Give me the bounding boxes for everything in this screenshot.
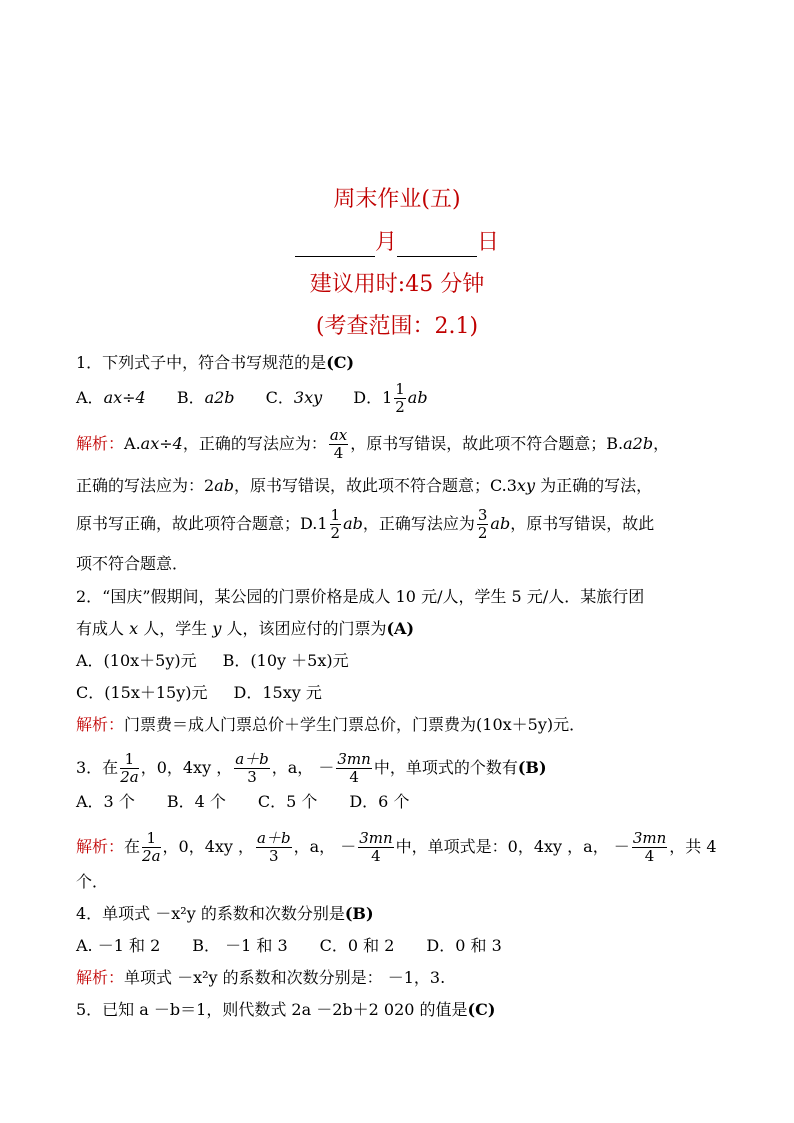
month-blank bbox=[295, 234, 375, 257]
q1-solution-line-1 bbox=[76, 427, 669, 462]
q3-text: 3．在 bbox=[76, 758, 119, 777]
day-blank bbox=[397, 234, 477, 257]
q1-option-a: ax÷4 bbox=[103, 388, 146, 407]
sol-expr: ax÷4 bbox=[140, 434, 183, 453]
q5-answer: (C) bbox=[467, 1000, 496, 1019]
fraction-numerator: ax bbox=[329, 426, 348, 444]
sol-text: 在 bbox=[124, 837, 141, 856]
fraction-numerator: a＋b bbox=[235, 750, 269, 768]
sol-fraction bbox=[256, 830, 292, 865]
sol-text: ，原书写错误，故此项不符合题意；B. bbox=[350, 434, 624, 453]
q1-options bbox=[76, 381, 428, 416]
scope-line: (考查范围：2.1) bbox=[315, 314, 479, 339]
fraction-denominator: 2a bbox=[120, 768, 139, 786]
fraction-numerator: 3mn bbox=[632, 829, 667, 847]
fraction-denominator: 2 bbox=[477, 524, 488, 542]
q3-answer: (B) bbox=[517, 758, 547, 777]
page-title: 周末作业(五) bbox=[333, 187, 461, 212]
q2-var-y: y bbox=[212, 619, 222, 638]
sol-expr: ab bbox=[214, 476, 234, 495]
fraction-denominator: 2a bbox=[142, 847, 161, 865]
sol-text: ，0，4xy ， bbox=[162, 837, 255, 856]
q2-option-b: B．(10y ＋5x)元 bbox=[222, 651, 349, 670]
fraction-numerator: 3 bbox=[477, 506, 488, 524]
sol-text: 为正确的写法， bbox=[534, 476, 653, 495]
sol-text: 原书写正确，故此项符合题意；D.1 bbox=[76, 514, 328, 533]
sol-text: 中，单项式是：0，4xy ，a， － bbox=[395, 837, 630, 856]
q3-stem bbox=[76, 751, 547, 786]
sol-text: ，原书写错误，故此项不符合题意；C.3 bbox=[233, 476, 517, 495]
sol-text: ， bbox=[653, 434, 670, 453]
q2-solution-text: 门票费＝成人门票总价＋学生门票总价，门票费为(10x＋5y)元． bbox=[124, 715, 586, 734]
q1-option-a-label: A． bbox=[76, 388, 104, 407]
sol-fraction bbox=[330, 507, 342, 542]
q2-option-d: D．15xy 元 bbox=[233, 683, 322, 702]
q2-var-x: x bbox=[129, 619, 139, 638]
q2-options-row-1 bbox=[76, 650, 349, 672]
q1-solution-line-3 bbox=[76, 507, 654, 542]
sol-text: ，原书写错误，故此 bbox=[510, 514, 655, 533]
q1-stem bbox=[76, 352, 354, 374]
q3-fraction-3 bbox=[336, 751, 371, 786]
sol-fraction bbox=[329, 427, 348, 462]
q1-option-d-fraction bbox=[394, 381, 406, 416]
fraction-numerator: 1 bbox=[395, 380, 405, 398]
fraction-numerator: 3mn bbox=[359, 829, 393, 847]
sol-text: ，共 4 bbox=[669, 837, 717, 856]
sol-text: 正确的写法应为：2 bbox=[76, 476, 215, 495]
q1-answer: (C) bbox=[326, 353, 355, 372]
q3-text: ，a， － bbox=[271, 758, 335, 777]
q4-stem-text: 4．单项式 －x²y 的系数和次数分别是 bbox=[76, 904, 345, 923]
q2-answer: (A) bbox=[386, 619, 415, 638]
q1-option-c: 3xy bbox=[293, 388, 323, 407]
q4-solution bbox=[76, 967, 445, 989]
q3-fraction-2 bbox=[234, 751, 270, 786]
q2-solution bbox=[76, 714, 585, 736]
sol-expr: ab bbox=[343, 514, 363, 533]
fraction-denominator: 4 bbox=[644, 847, 655, 865]
q1-option-d-tail: ab bbox=[407, 388, 428, 407]
sol-fraction bbox=[142, 830, 161, 865]
sol-text: ，a， － bbox=[293, 837, 357, 856]
q2-options-row-2 bbox=[76, 682, 322, 704]
sol-text: A. bbox=[124, 434, 141, 453]
fraction-denominator: 3 bbox=[247, 768, 257, 786]
fraction-denominator: 3 bbox=[269, 847, 279, 865]
time-suggestion: 建议用时:45 分钟 bbox=[309, 272, 485, 297]
q2-option-a: A．(10x＋5y)元 bbox=[76, 651, 197, 670]
q3-fraction-1 bbox=[120, 751, 139, 786]
q3-solution-label: 解析： bbox=[76, 837, 125, 856]
q4-solution-label: 解析： bbox=[76, 968, 125, 987]
fraction-numerator: 3mn bbox=[337, 750, 371, 768]
q3-solution-line-2: 个． bbox=[76, 872, 109, 891]
q2-stem-line-2 bbox=[76, 618, 414, 640]
q1-option-c-label: C． bbox=[265, 388, 294, 407]
fraction-denominator: 2 bbox=[395, 398, 405, 416]
q1-option-b: a2b bbox=[204, 388, 235, 407]
q4-solution-text: 单项式 －x²y 的系数和次数分别是： －1，3. bbox=[124, 968, 446, 987]
fraction-numerator: 1 bbox=[330, 506, 341, 524]
fraction-denominator: 4 bbox=[349, 768, 359, 786]
q4-answer: (B) bbox=[344, 904, 374, 923]
sol-expr: ab bbox=[490, 514, 511, 533]
q3-solution-line-1 bbox=[76, 830, 717, 865]
day-label: 日 bbox=[477, 230, 500, 255]
sol-fraction bbox=[358, 830, 393, 865]
fraction-denominator: 4 bbox=[371, 847, 381, 865]
q1-stem-text: 1．下列式子中，符合书写规范的是 bbox=[76, 353, 327, 372]
q3-options: A．3 个 B．4 个 C．5 个 D．6 个 bbox=[76, 792, 410, 811]
q1-solution-line-2 bbox=[76, 475, 652, 497]
q1-solution-line-4: 项不符合题意． bbox=[76, 554, 189, 573]
date-line bbox=[0, 229, 794, 257]
q5-stem-text: 5．已知 a －b＝1，则代数式 2a －2b＋2 020 的值是 bbox=[76, 1000, 468, 1019]
fraction-numerator: a＋b bbox=[257, 829, 291, 847]
sol-text: ，正确写法应为 bbox=[362, 514, 475, 533]
q3-text: ，0，4xy ， bbox=[140, 758, 233, 777]
q2-text: 有成人 bbox=[76, 619, 130, 638]
q1-option-d-label: D．1 bbox=[353, 388, 393, 407]
q4-options: A. －1 和 2 B． －1 和 3 C．0 和 2 D．0 和 3 bbox=[76, 936, 502, 955]
sol-fraction bbox=[477, 507, 489, 542]
fraction-numerator: 1 bbox=[142, 830, 161, 848]
fraction-numerator: 1 bbox=[120, 751, 139, 769]
q2-text: 人，学生 bbox=[138, 619, 213, 638]
q1-solution-label: 解析： bbox=[76, 434, 125, 453]
q3-text: 中，单项式的个数有 bbox=[373, 758, 518, 777]
sol-expr: a2b bbox=[623, 434, 654, 453]
q4-stem bbox=[76, 903, 374, 925]
q2-text: 人，该团应付的门票为 bbox=[221, 619, 387, 638]
sol-text: ，正确的写法应为： bbox=[182, 434, 327, 453]
sol-fraction bbox=[632, 830, 667, 865]
month-label: 月 bbox=[374, 230, 397, 255]
q2-stem-line-1: 2．“国庆”假期间，某公园的门票价格是成人 10 元/人，学生 5 元/人．某旅行团 bbox=[76, 587, 645, 606]
fraction-denominator: 4 bbox=[333, 444, 344, 462]
q2-option-c: C．(15x＋15y)元 bbox=[76, 683, 208, 702]
q2-solution-label: 解析： bbox=[76, 715, 125, 734]
q1-option-b-label: B． bbox=[176, 388, 205, 407]
q5-stem bbox=[76, 999, 495, 1021]
fraction-denominator: 2 bbox=[330, 524, 341, 542]
sol-expr: xy bbox=[516, 476, 535, 495]
